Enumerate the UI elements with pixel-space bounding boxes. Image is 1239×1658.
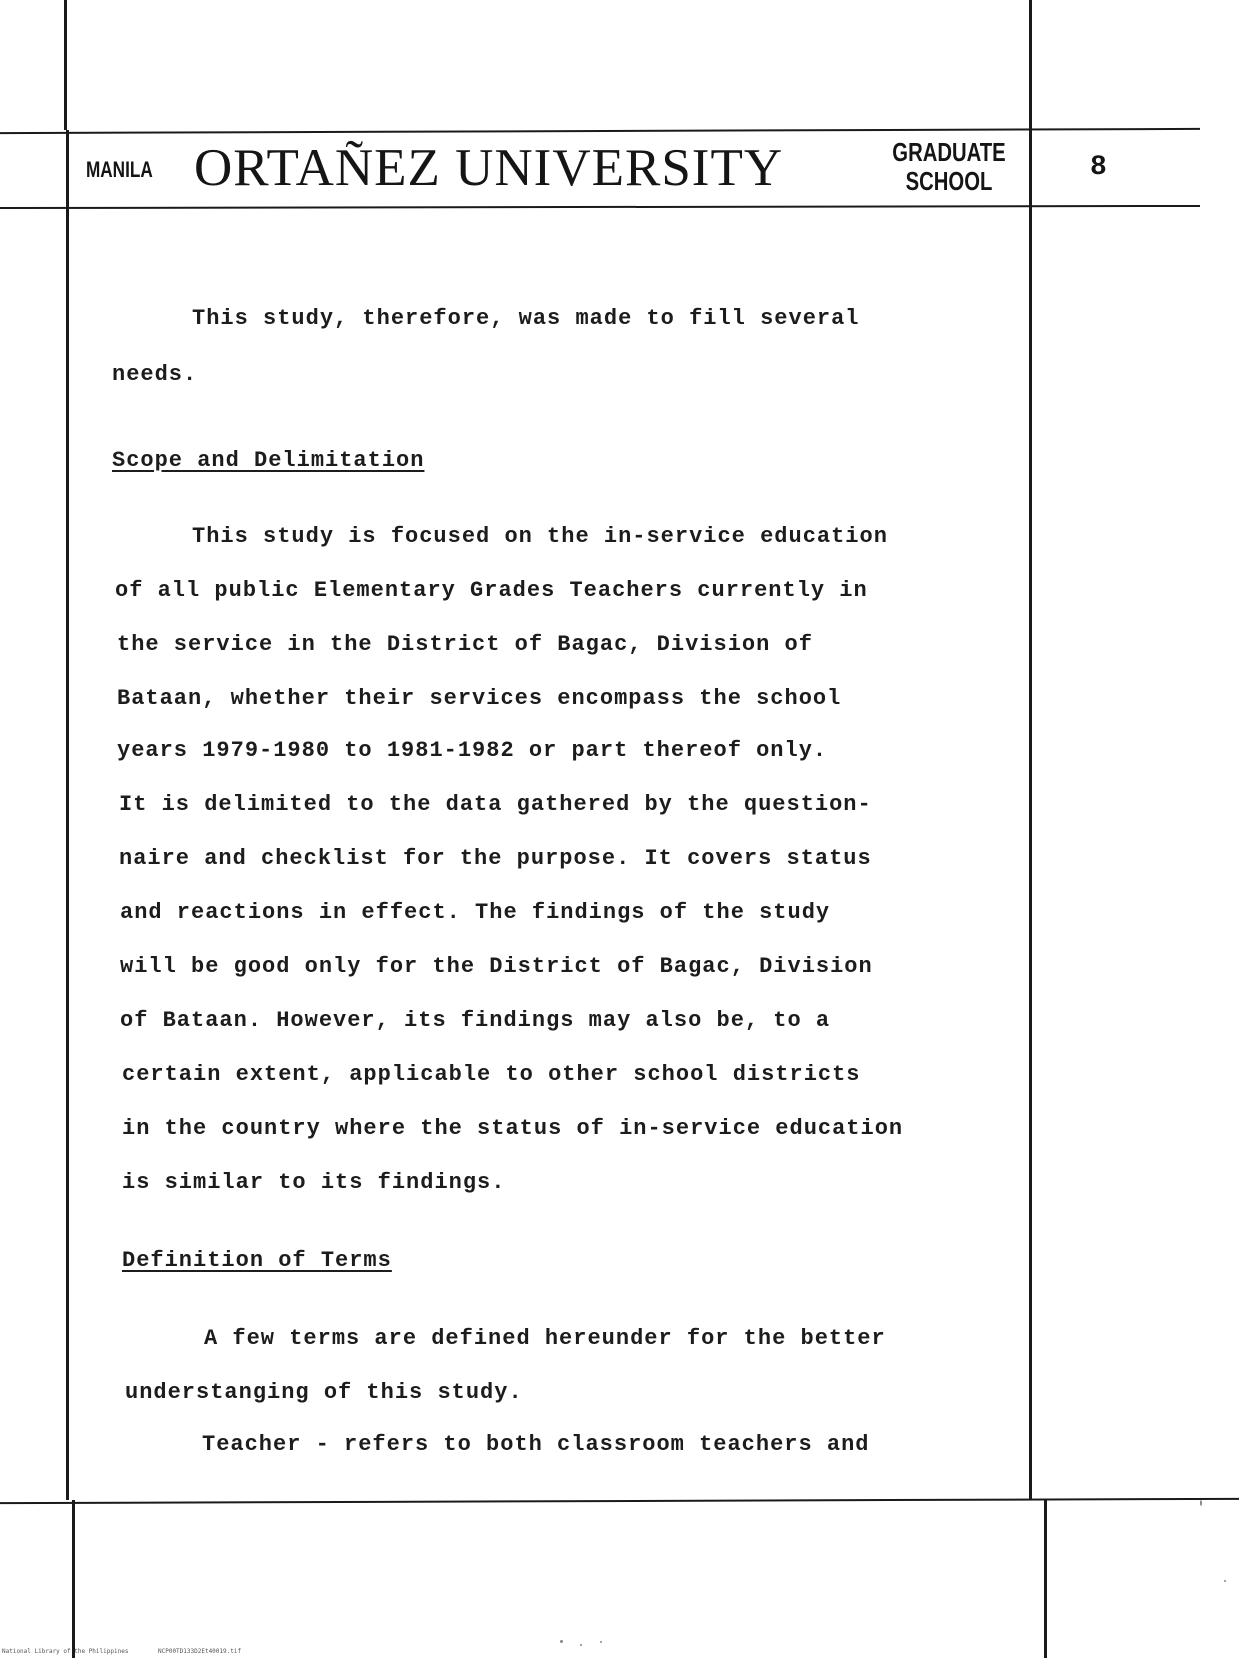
paragraph-line: It is delimited to the data gathered by the question- (119, 792, 872, 817)
footer-rule (0, 1498, 1239, 1504)
paragraph-line: of all public Elementary Grades Teachers currently in (115, 578, 868, 603)
paragraph-line: and reactions in effect. The findings of the study (120, 900, 831, 925)
paragraph-line: years 1979-1980 to 1981-1982 or part thereof only. (117, 738, 828, 763)
right-margin-rule (1029, 0, 1032, 1500)
paragraph-line: understanging of this study. (125, 1380, 523, 1405)
section-heading-definition: Definition of Terms (122, 1248, 392, 1273)
paragraph-line: naire and checklist for the purpose. It covers status (119, 846, 872, 871)
page-number: 8 (1090, 152, 1107, 183)
scan-speck (560, 1640, 563, 1643)
section-heading-scope: Scope and Delimitation (112, 448, 425, 473)
paragraph-line: of Bataan. However, its findings may also be, to a (120, 1008, 831, 1033)
letterhead (66, 130, 1032, 206)
left-margin-rule (72, 1500, 75, 1658)
letterhead-city: MANILA (86, 157, 153, 182)
paragraph-line: will be good only for the District of Bagac, Division (120, 954, 873, 979)
letterhead-school (891, 138, 1008, 196)
paragraph-line: certain extent, applicable to other school districts (122, 1062, 861, 1087)
paragraph-line: Teacher - refers to both classroom teachers and (202, 1432, 870, 1457)
paragraph-line: This study, therefore, was made to fill several (192, 306, 860, 331)
footer-library-name: National Library of the Philippines (2, 1648, 129, 1655)
letterhead-school-line2: SCHOOL (905, 166, 993, 196)
scan-speck (1224, 1580, 1226, 1582)
letterhead-university-name: ORTAÑEZ UNIVERSITY (194, 139, 784, 197)
paragraph-line: is similar to its findings. (122, 1170, 506, 1195)
scan-speck (580, 1644, 582, 1646)
left-margin-rule (64, 0, 67, 130)
scan-speck (1200, 1500, 1202, 1506)
paragraph-line: in the country where the status of in-service education (122, 1116, 904, 1141)
right-margin-rule (1044, 1500, 1047, 1658)
left-margin-rule (66, 130, 69, 1500)
paragraph-line: This study is focused on the in-service education (192, 524, 888, 549)
letterhead-school-line1: GRADUATE (892, 137, 1006, 167)
scan-speck (600, 1641, 602, 1643)
paragraph-line: the service in the District of Bagac, Division of (117, 632, 813, 657)
paragraph-line: Bataan, whether their services encompass the school (117, 686, 842, 711)
footer-file-id: NCP00TD133D2Et40019.tif (158, 1648, 242, 1655)
paragraph-line: needs. (112, 362, 198, 387)
paragraph-line: A few terms are defined hereunder for the better (204, 1326, 886, 1351)
